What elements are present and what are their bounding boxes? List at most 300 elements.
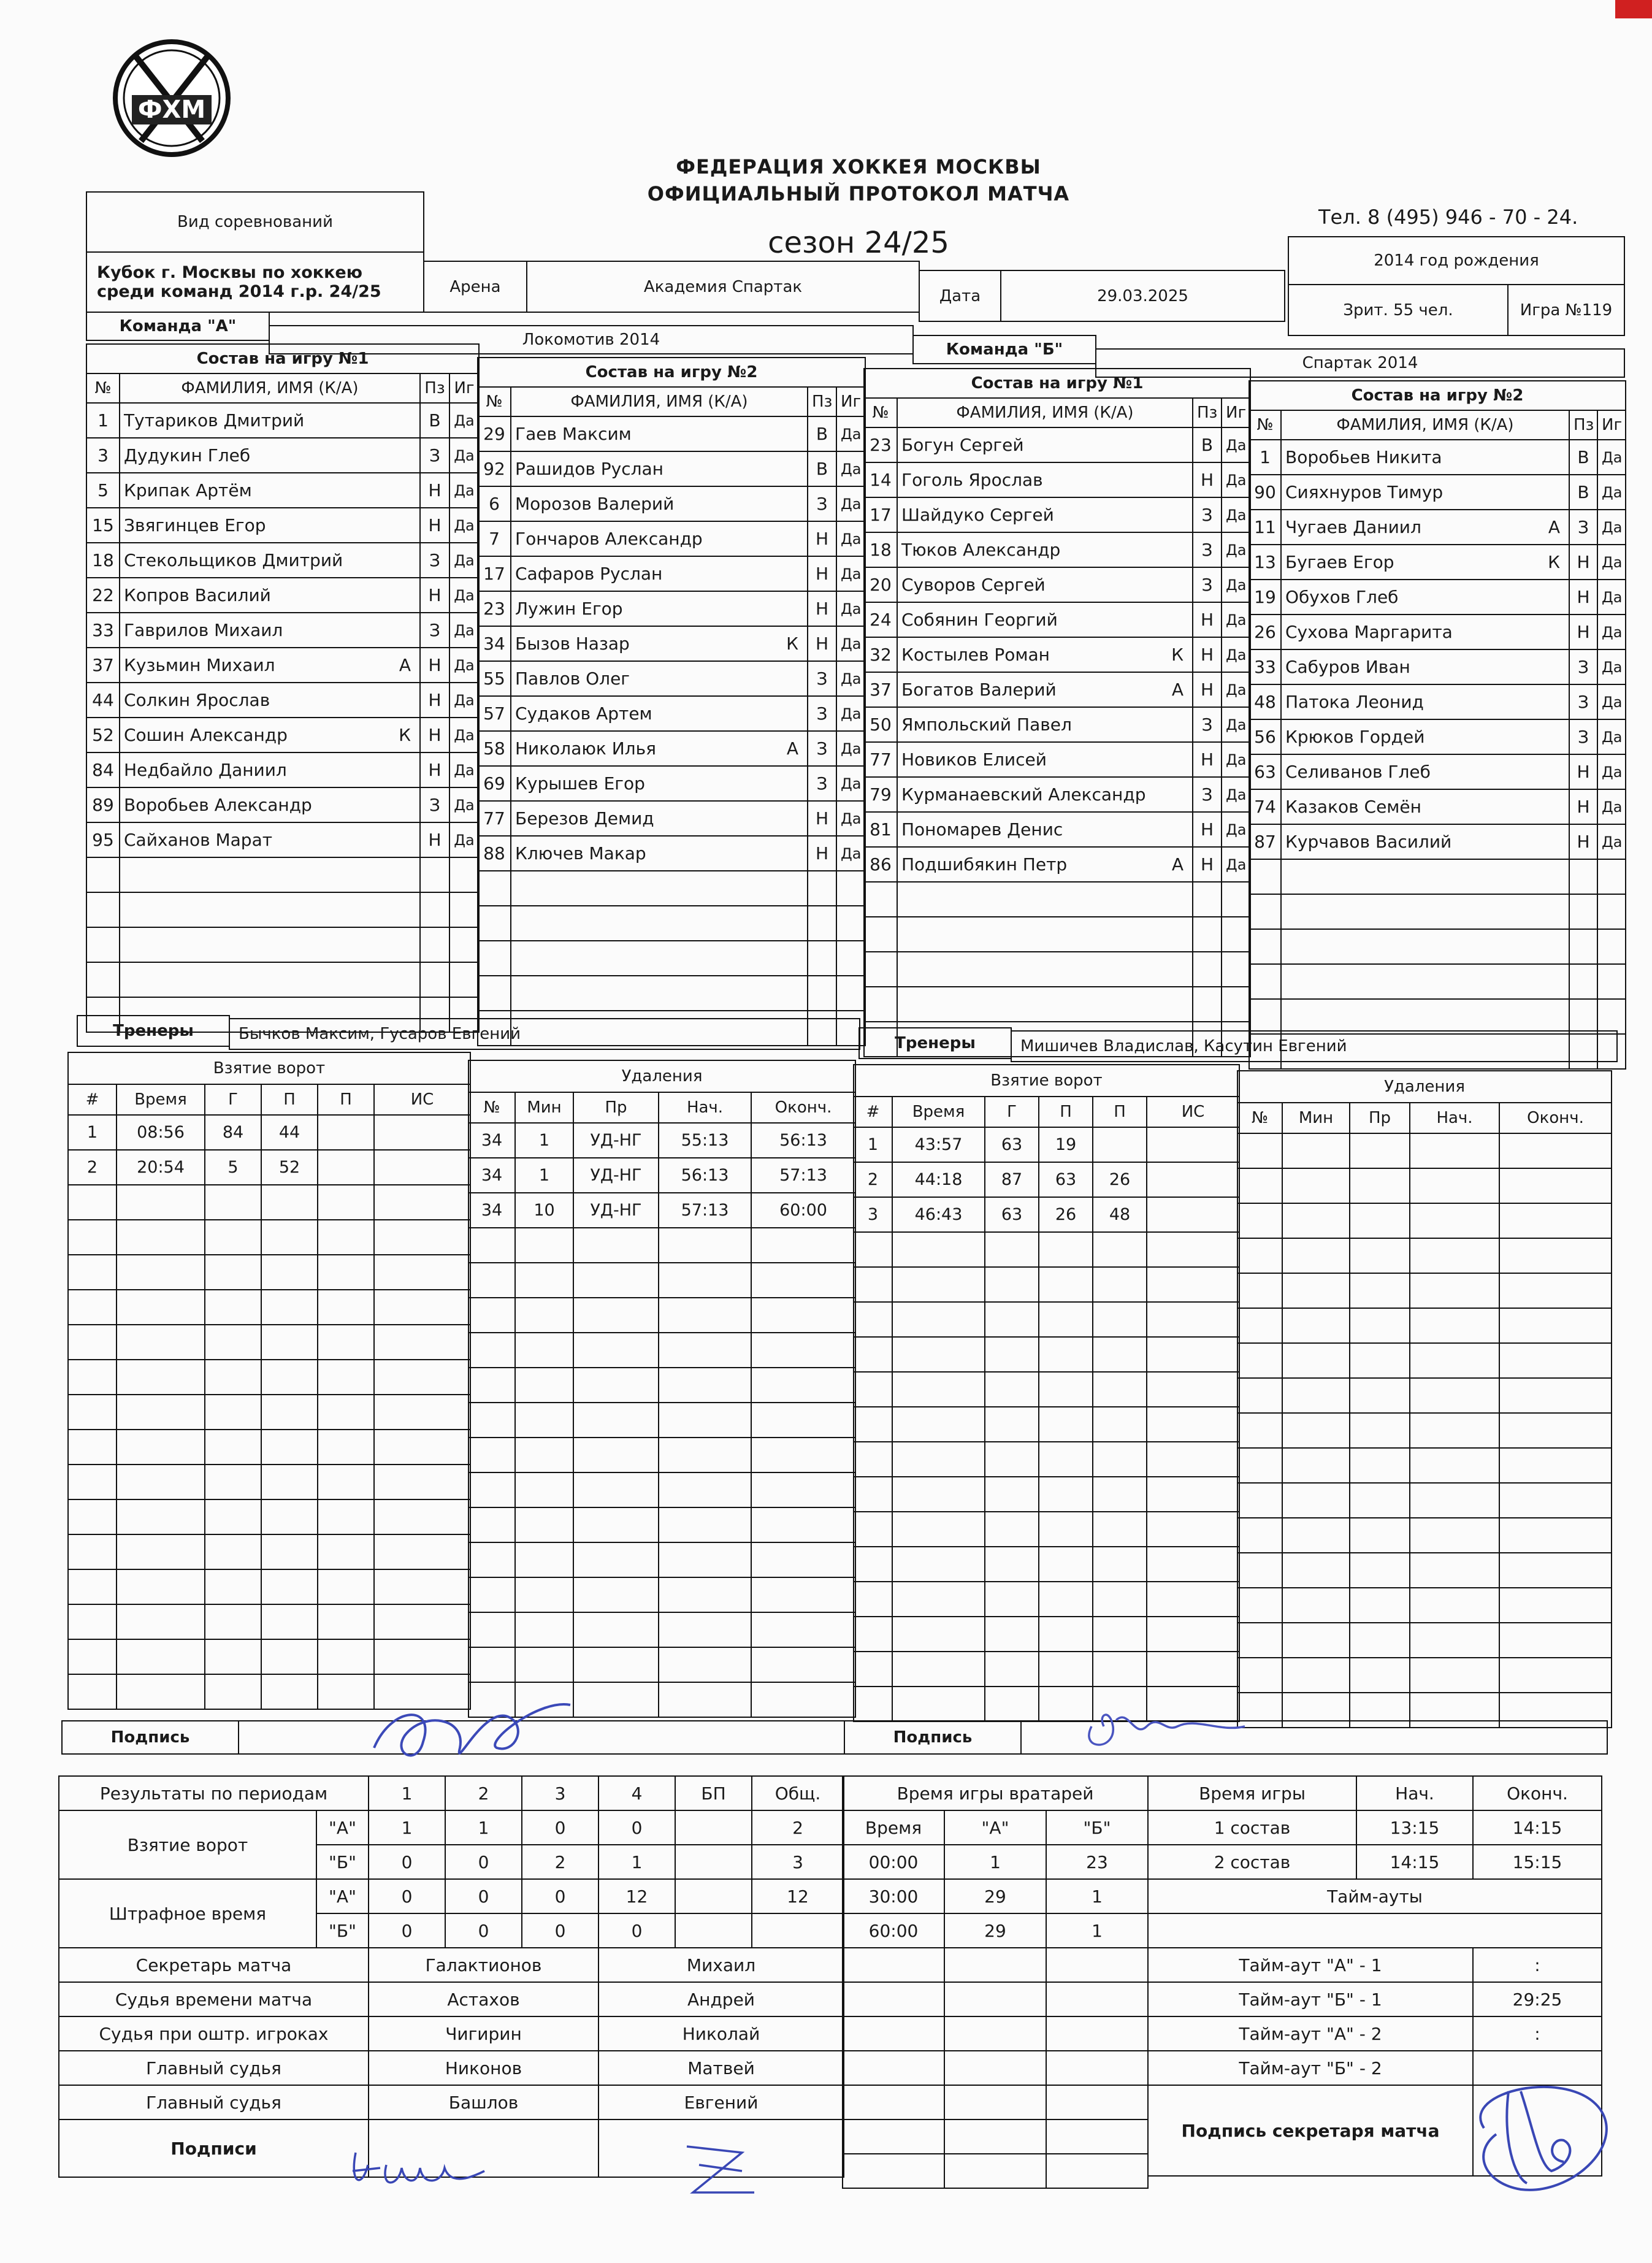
event-cell	[117, 1534, 205, 1569]
red-corner-decoration	[1615, 0, 1652, 18]
player-played	[449, 962, 479, 997]
player-name: Костылев Роман К	[897, 637, 1193, 672]
event-cell	[1147, 1617, 1239, 1652]
event-cell	[854, 1372, 892, 1407]
player-name: Сайханов Марат	[120, 822, 420, 857]
player-position	[1193, 987, 1222, 1022]
event-cell	[205, 1220, 261, 1255]
events-col-header: Оконч.	[1499, 1103, 1612, 1133]
official-role: Главный судья	[59, 2085, 369, 2119]
player-position	[808, 906, 836, 941]
player-number: 23	[864, 427, 897, 462]
event-cell	[1410, 1273, 1499, 1308]
player-position: В	[1193, 427, 1222, 462]
event-cell	[261, 1569, 318, 1604]
player-name: Курышев Егор	[511, 766, 808, 801]
event-cell	[751, 1472, 855, 1507]
event-cell	[985, 1687, 1039, 1721]
event-cell	[751, 1228, 855, 1263]
event-cell	[1410, 1588, 1499, 1623]
title-block	[552, 153, 1165, 207]
player-position: З	[1193, 497, 1222, 532]
player-name: Сафаров Руслан	[511, 556, 808, 591]
player-name: Рашидов Руслан	[511, 451, 808, 486]
player-played	[1597, 859, 1626, 894]
event-cell: УД-НГ	[573, 1123, 659, 1158]
event-cell	[1093, 1582, 1147, 1617]
event-cell	[1039, 1442, 1093, 1477]
event-cell	[985, 1372, 1039, 1407]
player-row	[1249, 754, 1626, 789]
player-number	[1249, 964, 1281, 999]
event-cell	[659, 1472, 751, 1507]
event-row	[68, 1290, 470, 1325]
event-cell	[1350, 1413, 1410, 1448]
player-name	[897, 987, 1193, 1022]
event-cell	[68, 1569, 117, 1604]
player-name	[897, 952, 1193, 987]
event-cell	[1350, 1518, 1410, 1553]
event-cell	[468, 1472, 515, 1507]
season-label: сезон 24/25	[768, 226, 949, 260]
col-header-played: Иг	[1222, 398, 1250, 427]
event-cell	[205, 1325, 261, 1360]
player-name: Кузьмин Михаил А	[120, 648, 420, 683]
player-name	[511, 871, 808, 906]
event-cell	[1350, 1553, 1410, 1588]
captain-mark: А	[1171, 680, 1184, 700]
player-number	[1249, 859, 1281, 894]
col-header-no: №	[478, 387, 511, 416]
event-cell	[68, 1395, 117, 1430]
summary-cell: 1	[598, 1845, 675, 1879]
events-title: Взятие ворот	[68, 1052, 470, 1084]
player-played: Да	[836, 556, 865, 591]
event-cell	[261, 1290, 318, 1325]
player-number: 34	[478, 626, 511, 661]
player-position	[1193, 917, 1222, 952]
player-number: 1	[1249, 440, 1281, 475]
event-cell	[117, 1430, 205, 1465]
event-cell	[854, 1267, 892, 1302]
event-cell	[1350, 1343, 1410, 1378]
player-number: 33	[86, 613, 120, 648]
event-cell	[1499, 1378, 1612, 1413]
events-col-header: П	[318, 1084, 374, 1115]
summary-cell	[944, 2119, 1046, 2154]
event-row	[68, 1499, 470, 1534]
player-position	[420, 962, 449, 997]
player-number: 92	[478, 451, 511, 486]
player-position	[420, 857, 449, 892]
events-col-header: Время	[117, 1084, 205, 1115]
summary-cell: 0	[522, 1879, 598, 1913]
event-cell	[117, 1360, 205, 1395]
event-cell	[68, 1360, 117, 1395]
player-row	[864, 847, 1250, 882]
player-number: 77	[864, 742, 897, 777]
event-cell	[985, 1617, 1039, 1652]
coaches-a-label: Тренеры	[77, 1015, 230, 1047]
goalie-time-label: Время игры вратарей	[843, 1776, 1148, 1810]
player-played: Да	[449, 683, 479, 718]
player-played: Да	[449, 473, 479, 508]
team-a-mark: "А"	[316, 1810, 369, 1845]
player-number	[864, 952, 897, 987]
player-name: Копров Василий	[120, 578, 420, 613]
team-b-lineup-1	[863, 368, 1250, 1057]
event-cell	[468, 1542, 515, 1577]
player-name	[511, 976, 808, 1011]
player-name: Пономарев Денис	[897, 812, 1193, 847]
events-col-header: Г	[205, 1084, 261, 1115]
event-cell	[318, 1639, 374, 1674]
player-position: Н	[1193, 672, 1222, 707]
summary-cell: 12	[598, 1879, 675, 1913]
summary-cell	[1046, 2051, 1148, 2085]
event-cell	[1039, 1407, 1093, 1442]
event-cell	[117, 1395, 205, 1430]
event-cell	[1410, 1203, 1499, 1238]
event-cell	[1147, 1162, 1239, 1197]
event-row	[468, 1647, 855, 1682]
federation-title: ФЕДЕРАЦИЯ ХОККЕЯ МОСКВЫ	[676, 155, 1041, 178]
player-number: 37	[86, 648, 120, 683]
col-header-played: Иг	[1597, 410, 1626, 440]
timeout-label: Тайм-аут "А" - 1	[1148, 1948, 1473, 1982]
player-name: Сабуров Иван	[1281, 649, 1569, 684]
player-name: Недбайло Даниил	[120, 752, 420, 787]
player-played: Да	[836, 766, 865, 801]
captain-mark: К	[1171, 645, 1184, 665]
event-cell: 1	[515, 1158, 573, 1193]
events-col-header: Пр	[1350, 1103, 1410, 1133]
event-cell	[1147, 1547, 1239, 1582]
player-number: 32	[864, 637, 897, 672]
player-position: Н	[1569, 545, 1597, 580]
player-row	[86, 578, 479, 613]
events-col-header: №	[468, 1092, 515, 1123]
event-cell	[1147, 1127, 1239, 1162]
event-row	[854, 1477, 1239, 1512]
player-played: Да	[1597, 649, 1626, 684]
timeout-value: :	[1473, 2016, 1602, 2051]
event-cell	[1147, 1652, 1239, 1687]
team-b-label: Команда "Б"	[912, 335, 1096, 364]
events-col-header: Нач.	[659, 1092, 751, 1123]
period-header: 1	[369, 1776, 445, 1810]
event-cell	[751, 1507, 855, 1542]
event-cell	[751, 1403, 855, 1438]
summary-cell	[944, 2051, 1046, 2085]
event-cell	[1410, 1343, 1499, 1378]
event-cell: 1	[68, 1115, 117, 1150]
event-cell	[1147, 1337, 1239, 1372]
player-played	[1597, 999, 1626, 1034]
event-cell: 3	[854, 1197, 892, 1232]
timeout-label: Тайм-аут "Б" - 1	[1148, 1982, 1473, 2016]
player-row	[478, 731, 865, 766]
event-cell	[1237, 1448, 1282, 1483]
event-cell	[985, 1512, 1039, 1547]
event-cell	[468, 1507, 515, 1542]
events-col-header: Нач.	[1410, 1103, 1499, 1133]
event-cell	[1350, 1203, 1410, 1238]
lineup-title: Состав на игру №1	[864, 369, 1250, 398]
summary-cell: 00:00	[843, 1845, 944, 1879]
official-firstname: Николай	[598, 2016, 844, 2051]
player-row	[1249, 545, 1626, 580]
event-cell	[261, 1604, 318, 1639]
events-col-header: Г	[985, 1097, 1039, 1127]
event-cell	[1237, 1518, 1282, 1553]
player-position	[808, 941, 836, 976]
player-played: Да	[1222, 672, 1250, 707]
event-cell	[1350, 1133, 1410, 1168]
event-cell	[573, 1612, 659, 1647]
player-position: З	[1193, 777, 1222, 812]
event-cell	[573, 1333, 659, 1368]
event-cell	[1282, 1483, 1350, 1518]
event-cell	[468, 1298, 515, 1333]
summary-cell: 0	[369, 1845, 445, 1879]
player-played	[1597, 964, 1626, 999]
summary-cell: 0	[598, 1810, 675, 1845]
player-number	[864, 917, 897, 952]
summary-cell: 0	[369, 1879, 445, 1913]
end-header: Оконч.	[1473, 1776, 1602, 1810]
player-row	[478, 591, 865, 626]
event-cell	[1237, 1623, 1282, 1658]
event-cell	[659, 1438, 751, 1472]
player-position: Н	[420, 473, 449, 508]
player-name: Сияхнуров Тимур	[1281, 475, 1569, 510]
protocol-title: ОФИЦИАЛЬНЫЙ ПРОТОКОЛ МАТЧА	[647, 182, 1070, 205]
summary-cell	[944, 1948, 1046, 1982]
event-cell	[515, 1647, 573, 1682]
event-row	[68, 1325, 470, 1360]
event-cell	[374, 1325, 470, 1360]
player-row	[864, 882, 1250, 917]
player-played: Да	[1597, 475, 1626, 510]
event-cell	[659, 1507, 751, 1542]
player-position: З	[808, 661, 836, 696]
timeouts-label: Тайм-ауты	[1148, 1879, 1602, 1913]
event-cell: 46:43	[892, 1197, 985, 1232]
team-a-penalties	[468, 1060, 854, 1718]
event-cell	[1499, 1588, 1612, 1623]
player-name: Лужин Егор	[511, 591, 808, 626]
event-cell	[1499, 1658, 1612, 1693]
period-header: Общ.	[752, 1776, 844, 1810]
player-row	[86, 403, 479, 438]
event-cell: 10	[515, 1193, 573, 1228]
event-cell	[515, 1438, 573, 1472]
player-row	[864, 462, 1250, 497]
event-cell	[854, 1652, 892, 1687]
event-cell	[1499, 1483, 1612, 1518]
player-played: Да	[1597, 615, 1626, 649]
player-position: З	[808, 486, 836, 521]
event-cell	[659, 1577, 751, 1612]
event-cell	[1282, 1413, 1350, 1448]
player-played: Да	[1222, 637, 1250, 672]
event-cell	[205, 1360, 261, 1395]
player-row	[478, 766, 865, 801]
player-position	[420, 892, 449, 927]
event-row	[854, 1582, 1239, 1617]
team-a-mark: "А"	[316, 1879, 369, 1913]
player-position	[808, 976, 836, 1011]
player-row	[1249, 649, 1626, 684]
event-cell	[117, 1639, 205, 1674]
event-row	[68, 1639, 470, 1674]
summary-cell: 60:00	[843, 1913, 944, 1948]
coaches-b-value: Мишичев Владислав, Касутин Евгений	[1011, 1030, 1618, 1062]
player-played: Да	[1597, 824, 1626, 859]
event-cell	[854, 1302, 892, 1337]
event-cell	[892, 1267, 985, 1302]
event-cell	[261, 1534, 318, 1569]
event-cell	[854, 1442, 892, 1477]
events-col-header: #	[68, 1084, 117, 1115]
player-position: Н	[1193, 462, 1222, 497]
player-number: 33	[1249, 649, 1281, 684]
player-name: Крипак Артём	[120, 473, 420, 508]
player-row	[86, 648, 479, 683]
player-name	[120, 892, 420, 927]
player-name	[120, 927, 420, 962]
event-cell	[892, 1337, 985, 1372]
player-number: 11	[1249, 510, 1281, 545]
player-name: Подшибякин Петр А	[897, 847, 1193, 882]
summary-cell	[675, 1913, 752, 1948]
col-header-played: Иг	[836, 387, 865, 416]
player-row	[864, 952, 1250, 987]
event-cell	[374, 1639, 470, 1674]
event-cell	[659, 1263, 751, 1298]
event-cell	[573, 1368, 659, 1403]
player-row	[478, 661, 865, 696]
event-cell: 2	[854, 1162, 892, 1197]
player-played: Да	[1597, 440, 1626, 475]
event-row	[1237, 1483, 1612, 1518]
event-cell	[468, 1403, 515, 1438]
player-position: Н	[1569, 824, 1597, 859]
event-cell	[854, 1582, 892, 1617]
player-row	[864, 497, 1250, 532]
event-cell	[1147, 1582, 1239, 1617]
event-cell	[1282, 1448, 1350, 1483]
player-played: Да	[836, 416, 865, 451]
player-position: Н	[808, 801, 836, 836]
player-row	[86, 962, 479, 997]
player-row	[478, 941, 865, 976]
event-cell	[1410, 1518, 1499, 1553]
event-row	[468, 1298, 855, 1333]
player-row	[864, 812, 1250, 847]
event-row	[468, 1472, 855, 1507]
summary-cell	[843, 1948, 944, 1982]
player-position: З	[808, 731, 836, 766]
event-cell: УД-НГ	[573, 1193, 659, 1228]
player-position: Н	[1569, 580, 1597, 615]
event-cell	[1237, 1553, 1282, 1588]
player-number: 29	[478, 416, 511, 451]
officials-signature-2	[675, 2134, 767, 2202]
player-position: З	[1569, 649, 1597, 684]
timeout-value: :	[1473, 1948, 1602, 1982]
event-cell: 34	[468, 1193, 515, 1228]
timeout-value: 29:25	[1473, 1982, 1602, 2016]
player-position: Н	[1569, 789, 1597, 824]
event-cell: 56:13	[751, 1123, 855, 1158]
event-cell	[1410, 1308, 1499, 1343]
event-cell	[985, 1232, 1039, 1267]
player-played: Да	[836, 696, 865, 731]
event-row	[1237, 1238, 1612, 1273]
player-position: В	[420, 403, 449, 438]
event-cell	[515, 1298, 573, 1333]
event-cell	[374, 1360, 470, 1395]
player-position	[1569, 859, 1597, 894]
player-position: Н	[420, 578, 449, 613]
event-cell	[1350, 1588, 1410, 1623]
player-played: Да	[1597, 684, 1626, 719]
event-cell	[659, 1682, 751, 1717]
event-cell	[1039, 1302, 1093, 1337]
player-row	[86, 822, 479, 857]
event-row	[68, 1360, 470, 1395]
event-cell	[751, 1647, 855, 1682]
event-cell	[1039, 1652, 1093, 1687]
player-position: З	[1569, 684, 1597, 719]
player-position: З	[420, 438, 449, 473]
event-cell	[1147, 1372, 1239, 1407]
event-row	[854, 1512, 1239, 1547]
summary-cell: 1	[944, 1845, 1046, 1879]
event-cell	[659, 1403, 751, 1438]
player-name: Дудукин Глеб	[120, 438, 420, 473]
event-cell	[751, 1263, 855, 1298]
event-cell	[68, 1255, 117, 1290]
team-a-goals	[67, 1052, 469, 1710]
player-number: 5	[86, 473, 120, 508]
event-cell	[1499, 1518, 1612, 1553]
event-cell	[1499, 1273, 1612, 1308]
player-played: Да	[449, 508, 479, 543]
event-cell	[1093, 1547, 1147, 1582]
event-cell	[573, 1542, 659, 1577]
col-header-name: ФАМИЛИЯ, ИМЯ (К/А)	[120, 373, 420, 403]
player-name: Ямпольский Павел	[897, 707, 1193, 742]
player-number: 15	[86, 508, 120, 543]
event-cell	[117, 1465, 205, 1499]
player-number: 24	[864, 602, 897, 637]
event-cell	[318, 1534, 374, 1569]
event-cell: 52	[261, 1150, 318, 1185]
player-row	[478, 976, 865, 1011]
event-cell	[1237, 1133, 1282, 1168]
event-cell	[985, 1407, 1039, 1442]
event-cell	[1410, 1413, 1499, 1448]
captain-mark: А	[399, 655, 411, 675]
event-row	[468, 1263, 855, 1298]
event-cell	[117, 1220, 205, 1255]
event-cell	[205, 1569, 261, 1604]
event-cell	[892, 1512, 985, 1547]
event-cell	[1282, 1518, 1350, 1553]
